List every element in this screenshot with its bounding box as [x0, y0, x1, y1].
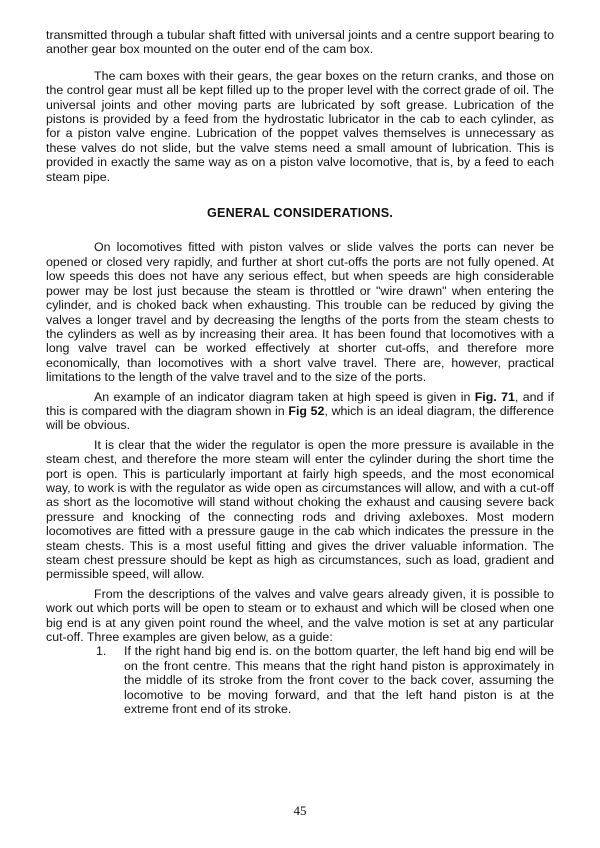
- text-segment: , which is an ideal diagram, the difference will be obvious.: [46, 403, 554, 433]
- page-body: [46, 28, 554, 716]
- paragraph-lubrication: The cam boxes with their gears, the gear boxes on the return cranks, and those on the control gear must all be kept filled up to the proper level with the correct grade of oil. The universal joints and other moving parts are lubricated by soft grease. Lubrication of the pistons is provided by a feed from the hydrostatic lubricator in the cab to each cylinder, as for a piston valve engine. Lubrication of the poppet valves themselves is unnecessary as these valves do not slide, but the valve stems need a small amount of lubrication. This is provided in exactly the same way as on a piston valve locomotive, that is, by a feed to each steam pipe.: [46, 68, 554, 184]
- section-heading: GENERAL CONSIDERATIONS.: [206, 206, 394, 221]
- figure-reference: Fig 52: [288, 403, 325, 418]
- list-item-text: If the right hand big end is. on the bottom quarter, the left hand big end will be on the front centre. This means that the right hand piston is approximately in the middle of its stroke from the front cover to the back cover, assuming the locomotive to be moving forward, and that the left hand piston is at the extreme front end of its stroke.: [124, 644, 554, 717]
- list-item: [46, 644, 554, 716]
- figure-reference: Fig. 71: [474, 389, 515, 404]
- paragraph-examples-intro: From the descriptions of the valves and valve gears already given, it is possible to work out which ports will be open to steam or to exhaust and which will be closed when one big end is at any given point round the wheel, and the valve motion is set at any particular cut-off. Three examples are given below, as a guide:: [46, 586, 554, 645]
- page-number: 45: [293, 803, 307, 818]
- paragraph-regulator: It is clear that the wider the regulator is open the more pressure is available in the steam chest, and therefore the more steam will enter the cylinder during the short time the port is open. This is particularly important at fairly high speeds, and the most economical way, to work is with the regulator as wide open as circumstances will allow, and with a cut-off as short as the locomotive will stand without choking the exhaust and causing severe back pressure and knocking of the connecting rods and driving axleboxes. Most modern locomotives are fitted with a pressure gauge in the cab which indicates the pressure in the steam chests. This is a most useful fitting and gives the driver valuable information. The steam chest pressure should be kept as high as circumstances, such as load, gradient and permissible speed, will allow.: [46, 437, 554, 582]
- list-item-number: 1.: [96, 644, 107, 659]
- paragraph-continued: transmitted through a tubular shaft fitted with universal joints and a centre support bearing to another gear box mounted on the outer end of the cam box.: [46, 28, 554, 57]
- paragraph-indicator-diagram: [46, 390, 554, 433]
- paragraph-ports: On locomotives fitted with piston valves or slide valves the ports can never be opened or closed very rapidly, and further at short cut-offs the ports are not fully opened. At low speeds this does not have any serious effect, but when speeds are high considerable power may be lost just because the steam is throttled or "wire drawn" when entering the cylinder, and is choked back when exhausting. This trouble can be reduced by giving the valves a longer travel and by decreasing the lengths of the ports from the steam chests to the cylinders as well as by increasing their area. It has been found that locomotives with a long valve travel can be worked effectively at shorter cut-offs, and therefore more economically, than locomotives with a short valve travel. There are, however, practical limitations to the length of the valve travel and to the size of the ports.: [46, 240, 554, 385]
- examples-list: [46, 644, 554, 716]
- text-segment: An example of an indicator diagram taken at high speed is given in: [94, 389, 475, 404]
- text-segment: , and if this is compared with the diagram shown in: [46, 389, 554, 418]
